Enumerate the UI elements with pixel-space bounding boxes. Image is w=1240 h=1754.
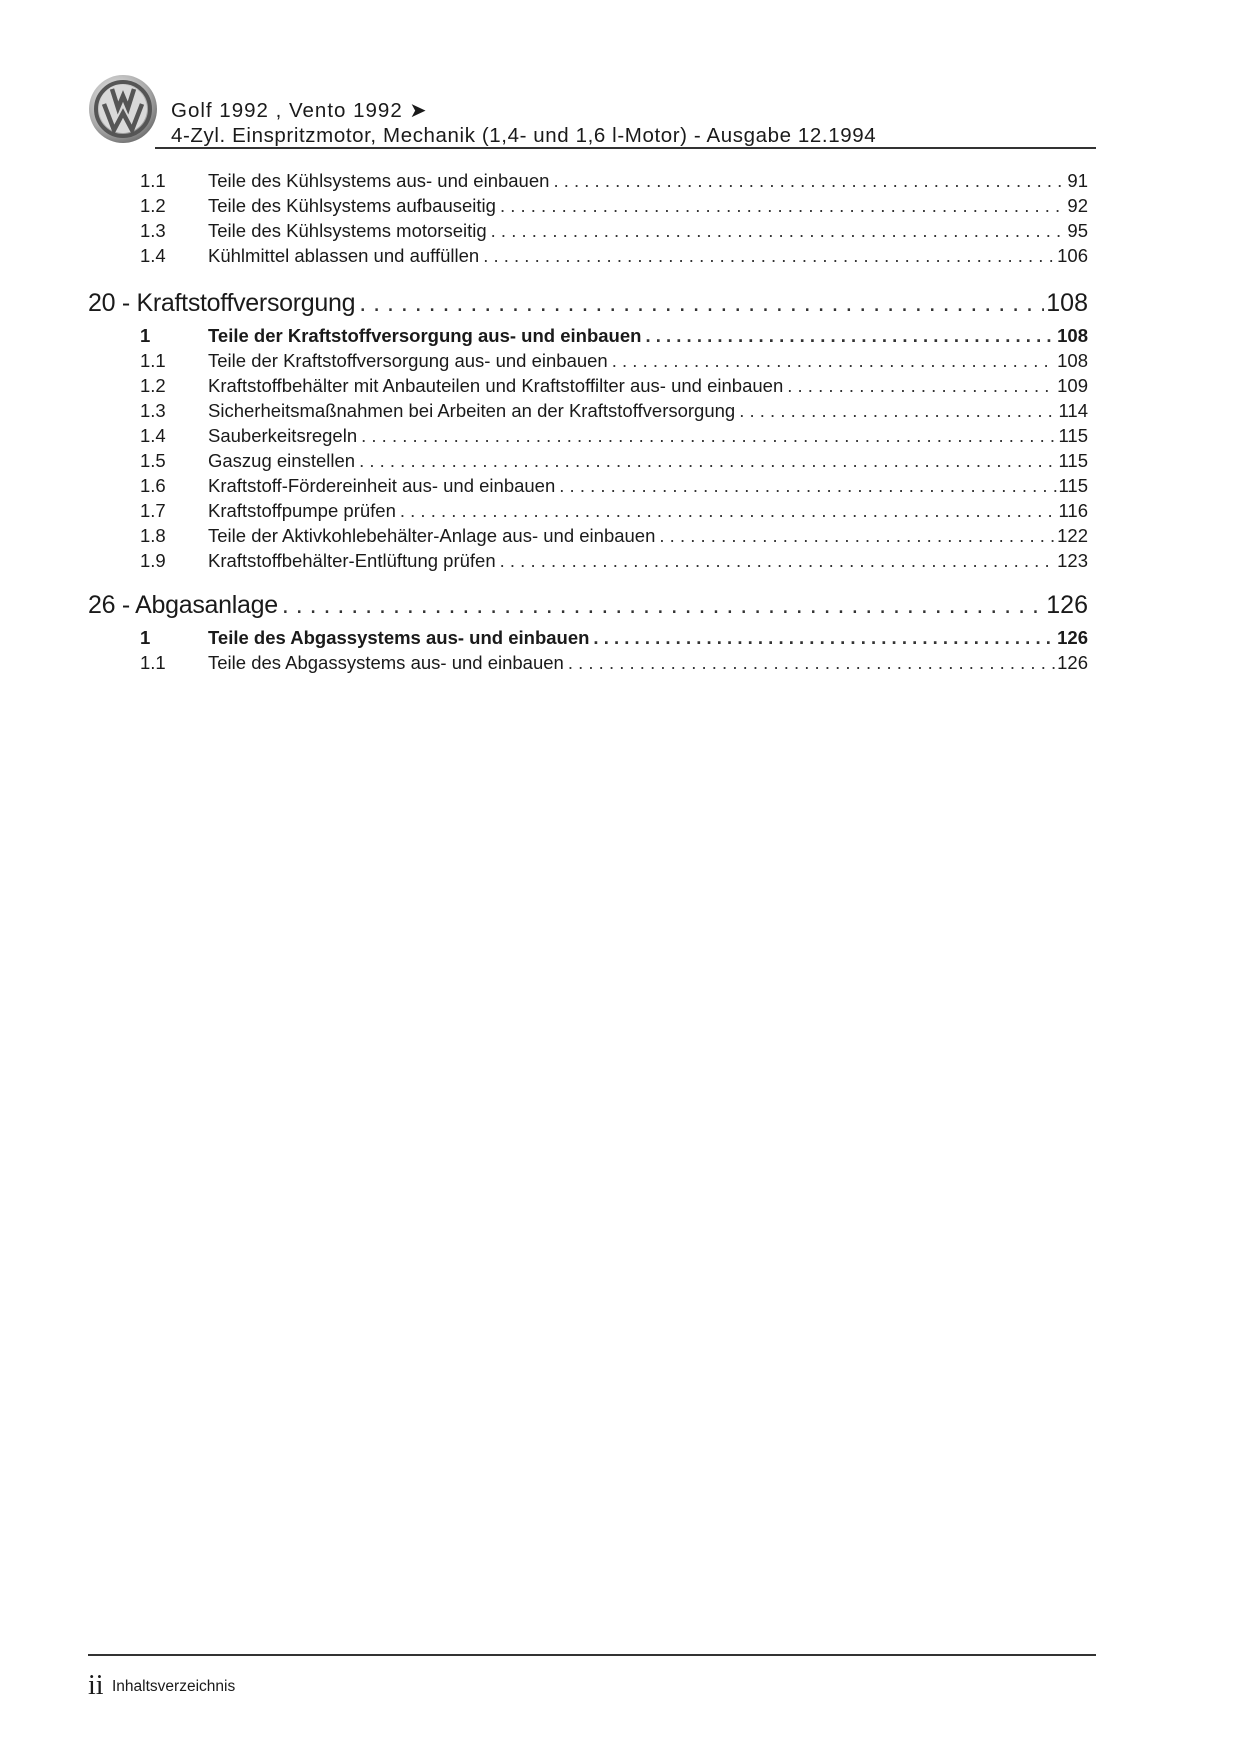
toc-entry-page: 91 — [1067, 170, 1088, 191]
vw-logo-icon — [88, 74, 158, 144]
toc-entry[interactable] — [140, 475, 1088, 497]
toc-entry-title: Sauberkeitsregeln — [208, 425, 361, 447]
footer-label: Inhaltsverzeichnis — [112, 1678, 236, 1695]
toc-leader-dots — [612, 350, 1055, 372]
toc-chapter-page: 126 — [1046, 591, 1088, 619]
toc-entry-title: Teile des Abgassystems aus- und einbauen — [208, 627, 593, 649]
toc-entry-page: 115 — [1058, 450, 1088, 471]
toc-entry-title: Teile des Kühlsystems aus- und einbauen — [208, 170, 553, 192]
toc-entry-page: 92 — [1067, 195, 1088, 216]
toc-chapter-heading[interactable] — [88, 591, 1088, 621]
toc-entry[interactable] — [140, 652, 1088, 674]
toc-entry-page: 123 — [1057, 550, 1088, 571]
toc-entry-title: Teile des Abgassystems aus- und einbauen — [208, 652, 568, 674]
toc-entry-number: 1.4 — [140, 425, 166, 446]
toc-leader-dots — [483, 245, 1055, 267]
toc-entry[interactable] — [140, 220, 1088, 242]
toc-chapter-title: 26 - Abgasanlage — [88, 591, 282, 620]
toc-chapter-heading[interactable] — [88, 289, 1088, 319]
toc-entry-page: 108 — [1057, 350, 1088, 371]
toc-entry-page: 106 — [1057, 245, 1088, 266]
toc-leader-dots — [593, 627, 1055, 649]
toc-entry-page: 126 — [1057, 627, 1088, 648]
toc-leader-dots — [553, 170, 1065, 192]
document-subtitle: 4-Zyl. Einspritzmotor, Mechanik (1,4- und 1,6 l-Motor) - Ausgabe 12.1994 — [171, 124, 877, 147]
toc-leader-dots — [359, 289, 1044, 318]
toc-entry-title: Kraftstoffbehälter-Entlüftung prüfen — [208, 550, 500, 572]
toc-entry[interactable] — [140, 170, 1088, 192]
toc-entry-number: 1.8 — [140, 525, 166, 546]
page-number: ii — [88, 1670, 104, 1701]
toc-entry[interactable] — [140, 425, 1088, 447]
toc-leader-dots — [568, 652, 1055, 674]
toc-entry-page: 108 — [1057, 325, 1088, 346]
toc-leader-dots — [491, 220, 1066, 242]
toc-entry-page: 122 — [1057, 525, 1088, 546]
toc-entry[interactable] — [140, 450, 1088, 472]
toc-leader-dots — [361, 425, 1056, 447]
toc-entry[interactable] — [140, 525, 1088, 547]
toc-section-heading[interactable] — [140, 325, 1088, 347]
toc-entry-title: Teile des Kühlsystems motorseitig — [208, 220, 491, 242]
toc-entry-title: Kühlmittel ablassen und auffüllen — [208, 245, 483, 267]
toc-entry-title: Kraftstoffbehälter mit Anbauteilen und Kraftstoffilter aus- und einbauen — [208, 375, 787, 397]
toc-entry-number: 1 — [140, 325, 151, 346]
toc-entry-number: 1.7 — [140, 500, 166, 521]
toc-entry-page: 109 — [1057, 375, 1088, 396]
toc-entry-number: 1.2 — [140, 375, 166, 396]
toc-entry-title: Sicherheitsmaßnahmen bei Arbeiten an der Kraftstoffversorgung — [208, 400, 739, 422]
toc-entry-title: Teile der Kraftstoffversorgung aus- und einbauen — [208, 325, 645, 347]
header-divider — [155, 147, 1096, 149]
toc-entry-title: Teile der Aktivkohlebehälter-Anlage aus- und einbauen — [208, 525, 659, 547]
toc-leader-dots — [359, 450, 1056, 472]
toc-entry[interactable] — [140, 500, 1088, 522]
toc-entry[interactable] — [140, 400, 1088, 422]
toc-leader-dots — [659, 525, 1055, 547]
toc-entry-number: 1.5 — [140, 450, 166, 471]
toc-leader-dots — [645, 325, 1055, 347]
toc-entry[interactable] — [140, 550, 1088, 572]
toc-entry[interactable] — [140, 350, 1088, 372]
toc-leader-dots — [400, 500, 1057, 522]
toc-entry-page: 126 — [1057, 652, 1088, 673]
toc-entry-page: 95 — [1067, 220, 1088, 241]
toc-entry-number: 1.1 — [140, 170, 166, 191]
toc-entry-title: Teile der Kraftstoffversorgung aus- und einbauen — [208, 350, 612, 372]
toc-entry-number: 1.6 — [140, 475, 166, 496]
toc-entry[interactable] — [140, 375, 1088, 397]
toc-entry[interactable] — [140, 195, 1088, 217]
document-title: Golf 1992 , Vento 1992 ➤ — [171, 99, 428, 122]
toc-entry-title: Kraftstoff-Fördereinheit aus- und einbauen — [208, 475, 559, 497]
toc-section-heading[interactable] — [140, 627, 1088, 649]
toc-entry-number: 1.2 — [140, 195, 166, 216]
toc-leader-dots — [500, 195, 1065, 217]
toc-entry-page: 114 — [1058, 400, 1088, 421]
toc-entry-number: 1.4 — [140, 245, 166, 266]
toc-leader-dots — [282, 591, 1044, 620]
toc-entry-title: Gaszug einstellen — [208, 450, 359, 472]
toc-chapter-title: 20 - Kraftstoffversorgung — [88, 289, 359, 318]
toc-entry[interactable] — [140, 245, 1088, 267]
toc-leader-dots — [559, 475, 1056, 497]
toc-leader-dots — [500, 550, 1056, 572]
toc-entry-number: 1.1 — [140, 652, 166, 673]
toc-entry-number: 1.3 — [140, 400, 166, 421]
footer-divider — [88, 1654, 1096, 1656]
toc-entry-number: 1.3 — [140, 220, 166, 241]
toc-entry-number: 1 — [140, 627, 151, 648]
toc-entry-number: 1.1 — [140, 350, 166, 371]
toc-entry-page: 115 — [1058, 425, 1088, 446]
toc-entry-page: 116 — [1058, 500, 1088, 521]
toc-entry-page: 115 — [1058, 475, 1088, 496]
toc-entry-title: Teile des Kühlsystems aufbauseitig — [208, 195, 500, 217]
toc-entry-title: Kraftstoffpumpe prüfen — [208, 500, 400, 522]
toc-leader-dots — [787, 375, 1055, 397]
toc-chapter-page: 108 — [1046, 289, 1088, 317]
toc-entry-number: 1.9 — [140, 550, 166, 571]
toc-leader-dots — [739, 400, 1056, 422]
